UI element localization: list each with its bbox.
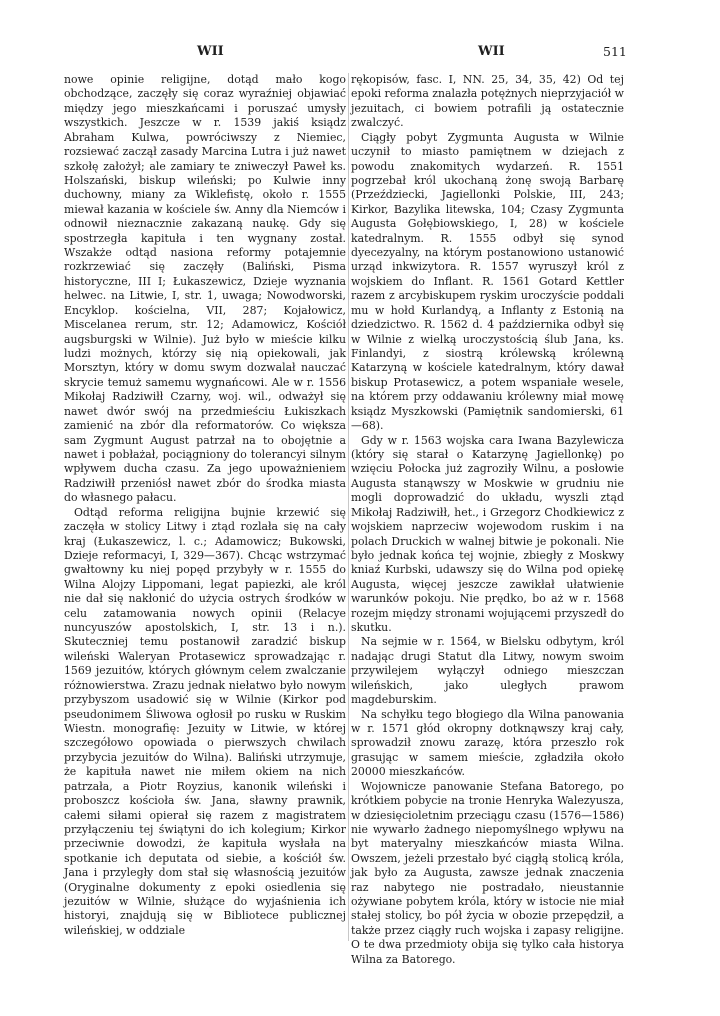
paragraph: Ciągły pobyt Zygmunta Augusta w Wilnie uczynił to miasto pamiętnem w dziejach z powodu znakomitych wydarzeń. R. 1551 pogrzebał król ukochaną żonę swoją Barbarę (Przeździecki, Jagiellonki Polskie, III, 243; Kirkor, Bazylika litewska, 104; Czasy Zygmunta Augusta Gołębiowskiego, I, 28) w kościele katedralnym. R. 1555 odbył się synod dyecezyalny, na którym postanowiono ustanowić urząd inkwizytora. R. 1557 wyruszył król z wojskiem do Inflant. R. 1561 Gotard Kettler razem z arcybiskupem ryskim uroczyście poddali mu w hołd Kurlandyą, a Inflanty z Estonią na dziedzictwo. R. 1562 d. 4 października odbył się w Wilnie z wielką uroczystością ślub Jana, ks. Finlandyi, z siostrą królewską królewną Katarzyną w kościele katedralnym, który dawał biskup Protasewicz, a potem wspaniałe wesele, na którem przy oddawaniu królewny miał mowę ksiądz Myszkowski (Pamiętnik sandomierski, 61—68). [351,130,624,433]
page-number: 511 [603,44,627,59]
left-text-column [64,73,346,941]
right-text-column [351,73,624,966]
paragraph: Wojownicze panowanie Stefana Batorego, po krótkiem pobycie na tronie Henryka Walezyusza, w dziesięcioletnim przeciągu czasu (1576—1586) nie wywarło żadnego niepomyślnego wpływu na byt materyalny mieszkańców miasta Wilna. Owszem, jeżeli przestało być ciągłą stolicą króla, jak było za Augusta, zawsze jednak znaczenia raz nabytego nie postradało, nieustannie ożywiane pobytem króla, który w istocie nie miał stałej stolicy, bo pół życia w obozie przepędził, a także przez ciągły ruch wojska i zapasy religijne. O te dwa przedmioty obija się tylko cała historya Wilna za Batorego. [351,779,624,966]
left-running-head: WII [197,44,224,59]
paragraph: Na schyłku tego błogiego dla Wilna panowania w r. 1571 głód okropny dotknąwszy kraj cały, sprowadził znowu zarazę, która przeszło rok grasując w samem mieście, zgładziła około 20000 mieszkańców. [351,707,624,779]
running-header [0,44,720,62]
paragraph: rękopisów, fasc. I, NN. 25, 34, 35, 42) Od tej epoki reforma znalazła potężnych nieprzyjaciół w jezuitach, ci bowiem potrafili ją ostatecznie zwalczyć. [351,73,624,130]
paragraph: nowe opinie religijne, dotąd mało kogo obchodzące, zaczęły się coraz wyraźniej objawiać między jego mieszkańcami i poruszać umysły wszystkich. Jeszcze w r. 1539 jakiś ksiądz Abraham Kulwa, powróciwszy z Niemiec, rozsiewać zaczął zasady Marcina Lutra i już nawet szkołę założył; ale zamiary te zniweczył Paweł ks. Holszański, biskup wileński; po Kulwie inny duchowny, miany za Wiklefistę, około r. 1555 miewał kazania w kościele św. Anny dla Niemców i odnowił nieznacznie zakazaną naukę. Gdy się spostrzegła kapituła i ten wygnany został. Wszakże odtąd nasiona reformy potajemnie rozkrzewiać się zaczęły (Baliński, Pisma historyczne, III I; Łukaszewicz, Dzieje wyznania helwec. na Litwie, I, str. 1, uwaga; Nowodworski, Encyklop. kościelna, VII, 287; Kojałowicz, Miscelanea rerum, str. 12; Adamowicz, Kościół augsburgski w Wilnie). Już było w mieście kilku ludzi możnych, którzy się nią opiekowali, jak Morsztyn, który w domu swym dozwalał nauczać skrycie temuż samemu wygnańcowi. Ale w r. 1556 Mikołaj Radziwiłł Czarny, woj. wil., odważył się nawet dwór swój na przedmieściu Łukiszkach zamienić na zbór dla reformatorów. Co większa sam Zygmunt August patrzał na to obojętnie a nawet i pobłażał, pociągniony do tolerancyi silnym wpływem ducha czasu. Za jego upoważnieniem Radziwiłł przeniósł nawet zbór do środka miasta do własnego pałacu. [64,73,346,505]
center-running-head: WII [478,44,505,59]
column-divider [348,73,349,941]
paragraph: Gdy w r. 1563 wojska cara Iwana Bazylewicza (który się starał o Katarzynę Jagiellonkę) po wzięciu Połocka już zagroziły Wilnu, a posłowie Augusta stanąwszy w Moskwie w grudniu nie mogli doprowadzić do układu, wyszli ztąd Mikołaj Radziwiłł, het., i Grzegorz Chodkiewicz z wojskiem naprzeciw wojewodom ruskim i na polach Druckich w walnej bitwie je pokonali. Nie było jednak końca tej wojnie, zbiegły z Moskwy kniaź Kurbski, udawszy się do Wilna pod opiekę Augusta, więcej jeszcze zawikłał ułatwienie warunków pokoju. Nie prędko, bo aż w r. 1568 rozejm między stronami wojującemi przyszedł do skutku. [351,433,624,635]
paragraph: Na sejmie w r. 1564, w Bielsku odbytym, król nadając drugi Statut dla Litwy, nowym swoim przywilejem wyłączył odniego mieszczan wileńskich, jako uległych prawom magdeburskim. [351,635,624,707]
paragraph: Odtąd reforma religijna bujnie krzewić się zaczęła w stolicy Litwy i ztąd rozlała się na cały kraj (Łukaszewicz, l. c.; Adamowicz; Bukowski, Dzieje reformacyi, I, 329—367). Chcąc wstrzymać gwałtowny ku niej popęd przybyły w r. 1555 do Wilna Alojzy Lippomani, legat papiezki, ale król nie dał się nakłonić do użycia ostrych środków w celu zatamowania nowych opinii (Relacye nuncyuszów apostolskich, I, str. 13 i n.). Skuteczniej temu postanowił zaradzić biskup wileński Waleryan Protasewicz sprowadzając r. 1569 jezuitów, których głównym celem zwalczanie różnowierstwa. Zrazu jednak niełatwo było nowym przybyszom usadowić się w Wilnie (Kirkor pod pseudonimem Śliwowa ogłosił po rusku w Ruskim Wiestn. monografię: Jezuity w Litwie, w której szczegółowo opowiada o pierwszych chwilach przybycia jezuitów do Wilna). Baliński utrzymuje, że kapituła nawet nie miłem okiem na nich patrzała, a Piotr Royzius, kanonik wileński i proboszcz kościoła św. Jana, sławny prawnik, całemi siłami opierał się razem z magistratem przyłączeniu tej świątyni do ich kolegium; Kirkor przeciwnie dowodzi, że kapituła wysłała na spotkanie ich deputata od siebie, a kościół św. Jana i przyległy dom stał się własnością jezuitów (Oryginalne dokumenty z epoki osiedlenia się jezuitów w Wilnie, służące do wyjaśnienia ich historyi, znajdują się w Bibliotece publicznej wileńskiej, w oddziale [64,505,346,937]
